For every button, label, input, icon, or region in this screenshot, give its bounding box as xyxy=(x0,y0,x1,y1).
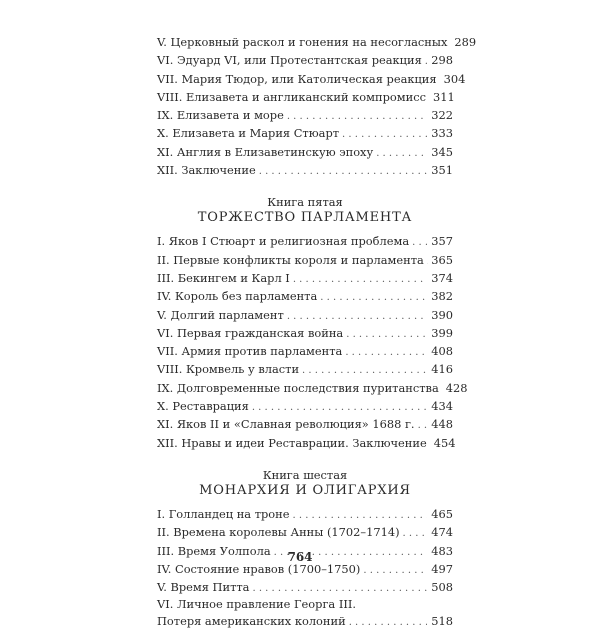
toc-entry-page: 428 xyxy=(442,379,468,397)
toc-entry xyxy=(157,306,453,324)
toc-entry-page: 357 xyxy=(427,232,453,250)
toc-entry-page: 465 xyxy=(427,505,453,523)
toc-entry-line1 xyxy=(157,596,453,612)
toc-entry xyxy=(157,415,453,433)
toc-entry-title: VI. Личное правление Георга III. xyxy=(157,596,359,612)
toc-entry-title: X. Реставрация xyxy=(157,397,252,415)
leader-dots xyxy=(403,525,428,543)
toc-entry xyxy=(157,88,453,106)
toc-entry-page: 390 xyxy=(427,306,453,324)
toc-entry-title: VI. Эдуард VI, или Протестантская реакция xyxy=(157,51,425,69)
toc-entry-title: IV. Король без парламента xyxy=(157,287,320,305)
toc-entry-page: 322 xyxy=(427,106,453,124)
toc-entry xyxy=(157,232,453,250)
book-label: Книга пятая xyxy=(157,195,453,209)
toc-entry-page: 454 xyxy=(430,434,456,452)
book-heading xyxy=(157,468,453,499)
toc-entry xyxy=(157,251,453,269)
toc-entry xyxy=(157,434,453,452)
toc-entry-page: 408 xyxy=(427,342,453,360)
toc-entry-title: III. Бекингем и Карл I xyxy=(157,269,293,287)
page-number: 764 xyxy=(0,550,600,564)
toc-entry xyxy=(157,612,453,630)
toc-entry-page: 351 xyxy=(427,161,453,179)
toc-entry-title: XII. Заключение xyxy=(157,161,259,179)
toc-section-book5 xyxy=(157,232,453,452)
toc-entry-page: 304 xyxy=(440,70,466,88)
leader-dots xyxy=(345,344,427,362)
toc-entry-page: 311 xyxy=(429,88,455,106)
toc-entry-title: XI. Яков II и «Славная революция» 1688 г. xyxy=(157,415,418,433)
toc-entry xyxy=(157,33,453,51)
toc-entry-title: V. Время Питта xyxy=(157,578,252,596)
toc-entry-title: I. Голландец на троне xyxy=(157,505,292,523)
toc-entry-page: 289 xyxy=(450,33,476,51)
toc-entry-page: 497 xyxy=(427,560,453,578)
toc-entry-page: 448 xyxy=(427,415,453,433)
leader-dots xyxy=(346,326,427,344)
toc-entry-page: 483 xyxy=(427,542,453,560)
toc-entry-title: IX. Долговременные последствия пуританства xyxy=(157,379,442,397)
toc-entry xyxy=(157,124,453,142)
toc-entry-title: IX. Елизавета и море xyxy=(157,106,287,124)
toc-entry-page: 382 xyxy=(427,287,453,305)
book-label: Книга шестая xyxy=(157,468,453,482)
book-title: ТОРЖЕСТВО ПАРЛАМЕНТА xyxy=(157,209,453,226)
toc-entry xyxy=(157,342,453,360)
toc-entry xyxy=(157,505,453,523)
toc-entry xyxy=(157,578,453,596)
toc-entry xyxy=(157,161,453,179)
toc-entry xyxy=(157,397,453,415)
leader-dots xyxy=(259,163,428,181)
toc-entry-page: 434 xyxy=(427,397,453,415)
toc-entry-title: Потеря американских колоний xyxy=(157,612,349,630)
toc-entry xyxy=(157,379,453,397)
toc-entry-page: 365 xyxy=(427,251,453,269)
toc-entry-title: V. Церковный раскол и гонения на несогласных xyxy=(157,33,450,51)
leader-dots xyxy=(376,145,427,163)
toc-entry xyxy=(157,106,453,124)
toc-entry-title: X. Елизавета и Мария Стюарт xyxy=(157,124,342,142)
toc-entry-title: IV. Состояние нравов (1700–1750) xyxy=(157,560,363,578)
leader-dots xyxy=(349,614,428,632)
toc-entry-page: 474 xyxy=(427,523,453,541)
toc-entry-title: V. Долгий парламент xyxy=(157,306,287,324)
toc-entry-title: I. Яков I Стюарт и религиозная проблема xyxy=(157,232,412,250)
toc-entry-title: II. Времена королевы Анны (1702–1714) xyxy=(157,523,403,541)
toc-entry-title: VIII. Елизавета и англиканский компромисс xyxy=(157,88,429,106)
toc-entry xyxy=(157,360,453,378)
leader-dots xyxy=(320,289,427,307)
toc-entry xyxy=(157,287,453,305)
toc-entry-title: XII. Нравы и идеи Реставрации. Заключение xyxy=(157,434,430,452)
toc-entry xyxy=(157,143,453,161)
toc-entry xyxy=(157,324,453,342)
toc-entry-page: 374 xyxy=(427,269,453,287)
toc-entry xyxy=(157,51,453,69)
book-title: МОНАРХИЯ И ОЛИГАРХИЯ xyxy=(157,482,453,499)
toc-entry xyxy=(157,70,453,88)
toc-entry-title: VII. Армия против парламента xyxy=(157,342,345,360)
toc-entry-page: 399 xyxy=(427,324,453,342)
toc-entry-title: VI. Первая гражданская война xyxy=(157,324,346,342)
toc-entry xyxy=(157,523,453,541)
toc-entry-title: VIII. Кромвель у власти xyxy=(157,360,302,378)
toc-entry-page: 345 xyxy=(427,143,453,161)
book-heading xyxy=(157,195,453,226)
toc-entry-title: VII. Мария Тюдор, или Католическая реакция xyxy=(157,70,440,88)
toc-entry-page: 333 xyxy=(427,124,453,142)
toc-entry-page: 508 xyxy=(427,578,453,596)
toc-section-book6 xyxy=(157,505,453,631)
leader-dots xyxy=(363,562,427,580)
toc-entry-page: 416 xyxy=(427,360,453,378)
toc-entry-title: XI. Англия в Елизаветинскую эпоху xyxy=(157,143,376,161)
toc-entry-title: III. Время Уолпола xyxy=(157,542,274,560)
toc-entry xyxy=(157,269,453,287)
toc-section-previous xyxy=(157,33,453,179)
table-of-contents xyxy=(157,33,453,631)
toc-entry-page: 518 xyxy=(427,612,453,630)
toc-entry-page: 298 xyxy=(427,51,453,69)
toc-entry-title: II. Первые конфликты короля и парламента xyxy=(157,251,427,269)
